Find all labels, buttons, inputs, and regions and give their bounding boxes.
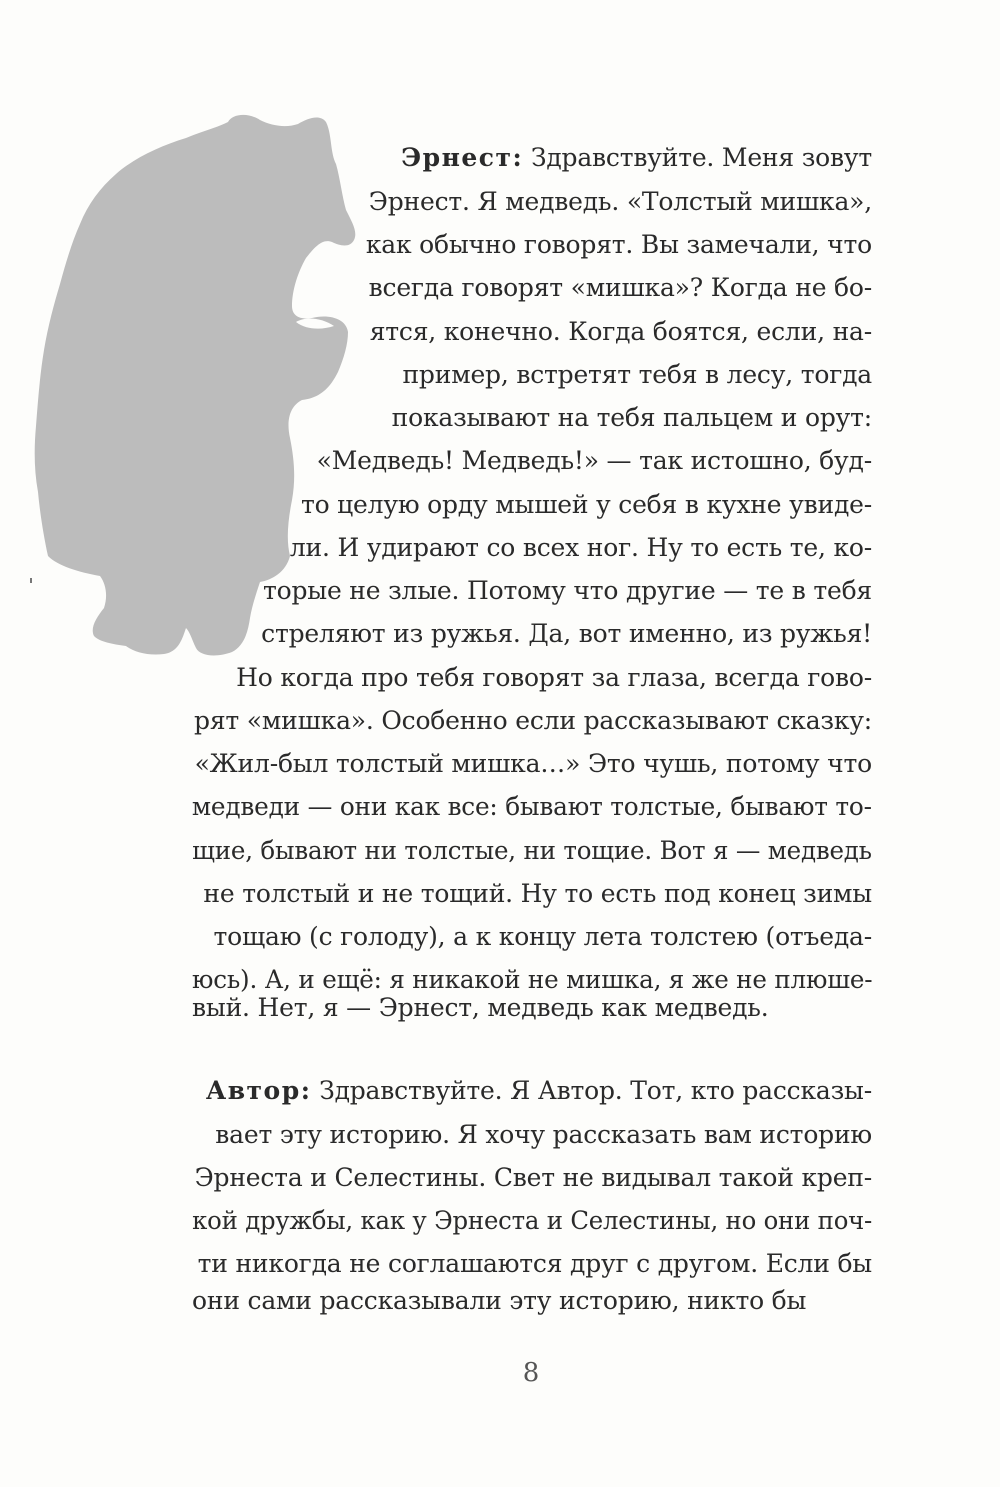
text-line: ли. И удирают со всех ног. Ну то есть те, ко- — [289, 533, 872, 562]
text-line: ти никогда не соглашаются друг с другом. Если бы — [197, 1249, 872, 1278]
text-line: Здравствуйте. Меня зовут — [530, 143, 872, 172]
text-line: «Медведь! Медведь!» — так истошно, буд- — [316, 446, 872, 475]
text-line: Эрнеста и Селестины. Свет не видывал такой креп- — [194, 1163, 872, 1192]
speech1-line-1 — [401, 142, 872, 174]
text-line: рят «мишка». Особенно если рассказывают сказку: — [194, 706, 872, 735]
page-number: 8 — [522, 1358, 540, 1388]
text-line: ятся, конечно. Когда боятся, если, на- — [369, 317, 872, 346]
speech2-line-1 — [206, 1075, 872, 1107]
speaker-name-author: Автор: — [205, 1076, 312, 1105]
text-line: пример, встретят тебя в лесу, тогда — [402, 360, 872, 389]
text-line: торые не злые. Потому что другие — те в тебя — [262, 576, 872, 605]
text-line: то целую орду мышей у себя в кухне увиде- — [300, 490, 872, 519]
text-line: показывают на тебя пальцем и орут: — [391, 403, 872, 432]
text-line: щие, бывают ни толстые, ни тощие. Вот я — медведь — [192, 836, 872, 865]
text-line: Здравствуйте. Я Автор. Тот, кто рассказы- — [319, 1076, 872, 1105]
text-line: кой дружбы, как у Эрнеста и Селестины, но они поч- — [192, 1206, 872, 1235]
text-line: вает эту историю. Я хочу рассказать вам историю — [215, 1120, 872, 1149]
text-line: Но когда про тебя говорят за глаза, всегда гово- — [236, 663, 872, 692]
text-line: не толстый и не тощий. Ну то есть под конец зимы — [203, 879, 872, 908]
text-line: они сами рассказывали эту историю, никто бы — [192, 1286, 807, 1315]
text-line: «Жил-был толстый мишка…» Это чушь, потому что — [194, 749, 872, 778]
speaker-name-ernest: Эрнест: — [401, 143, 524, 172]
text-line: медведи — они как все: бывают толстые, бывают то- — [192, 792, 872, 821]
text-line: как обычно говорят. Вы замечали, что — [365, 230, 872, 259]
text-line: тощаю (с голоду), а к концу лета толстею (отъеда- — [213, 922, 872, 951]
text-line: Эрнест. Я медведь. «Толстый мишка», — [368, 187, 872, 216]
print-speck — [30, 578, 32, 583]
text-line: стреляют из ружья. Да, вот именно, из ружья! — [261, 619, 872, 648]
text-line: вый. Нет, я — Эрнест, медведь как медведь. — [192, 993, 769, 1022]
text-line: юсь). А, и ещё: я никакой не мишка, я же не плюше- — [191, 965, 872, 994]
text-line: всегда говорят «мишка»? Когда не бо- — [368, 273, 872, 302]
